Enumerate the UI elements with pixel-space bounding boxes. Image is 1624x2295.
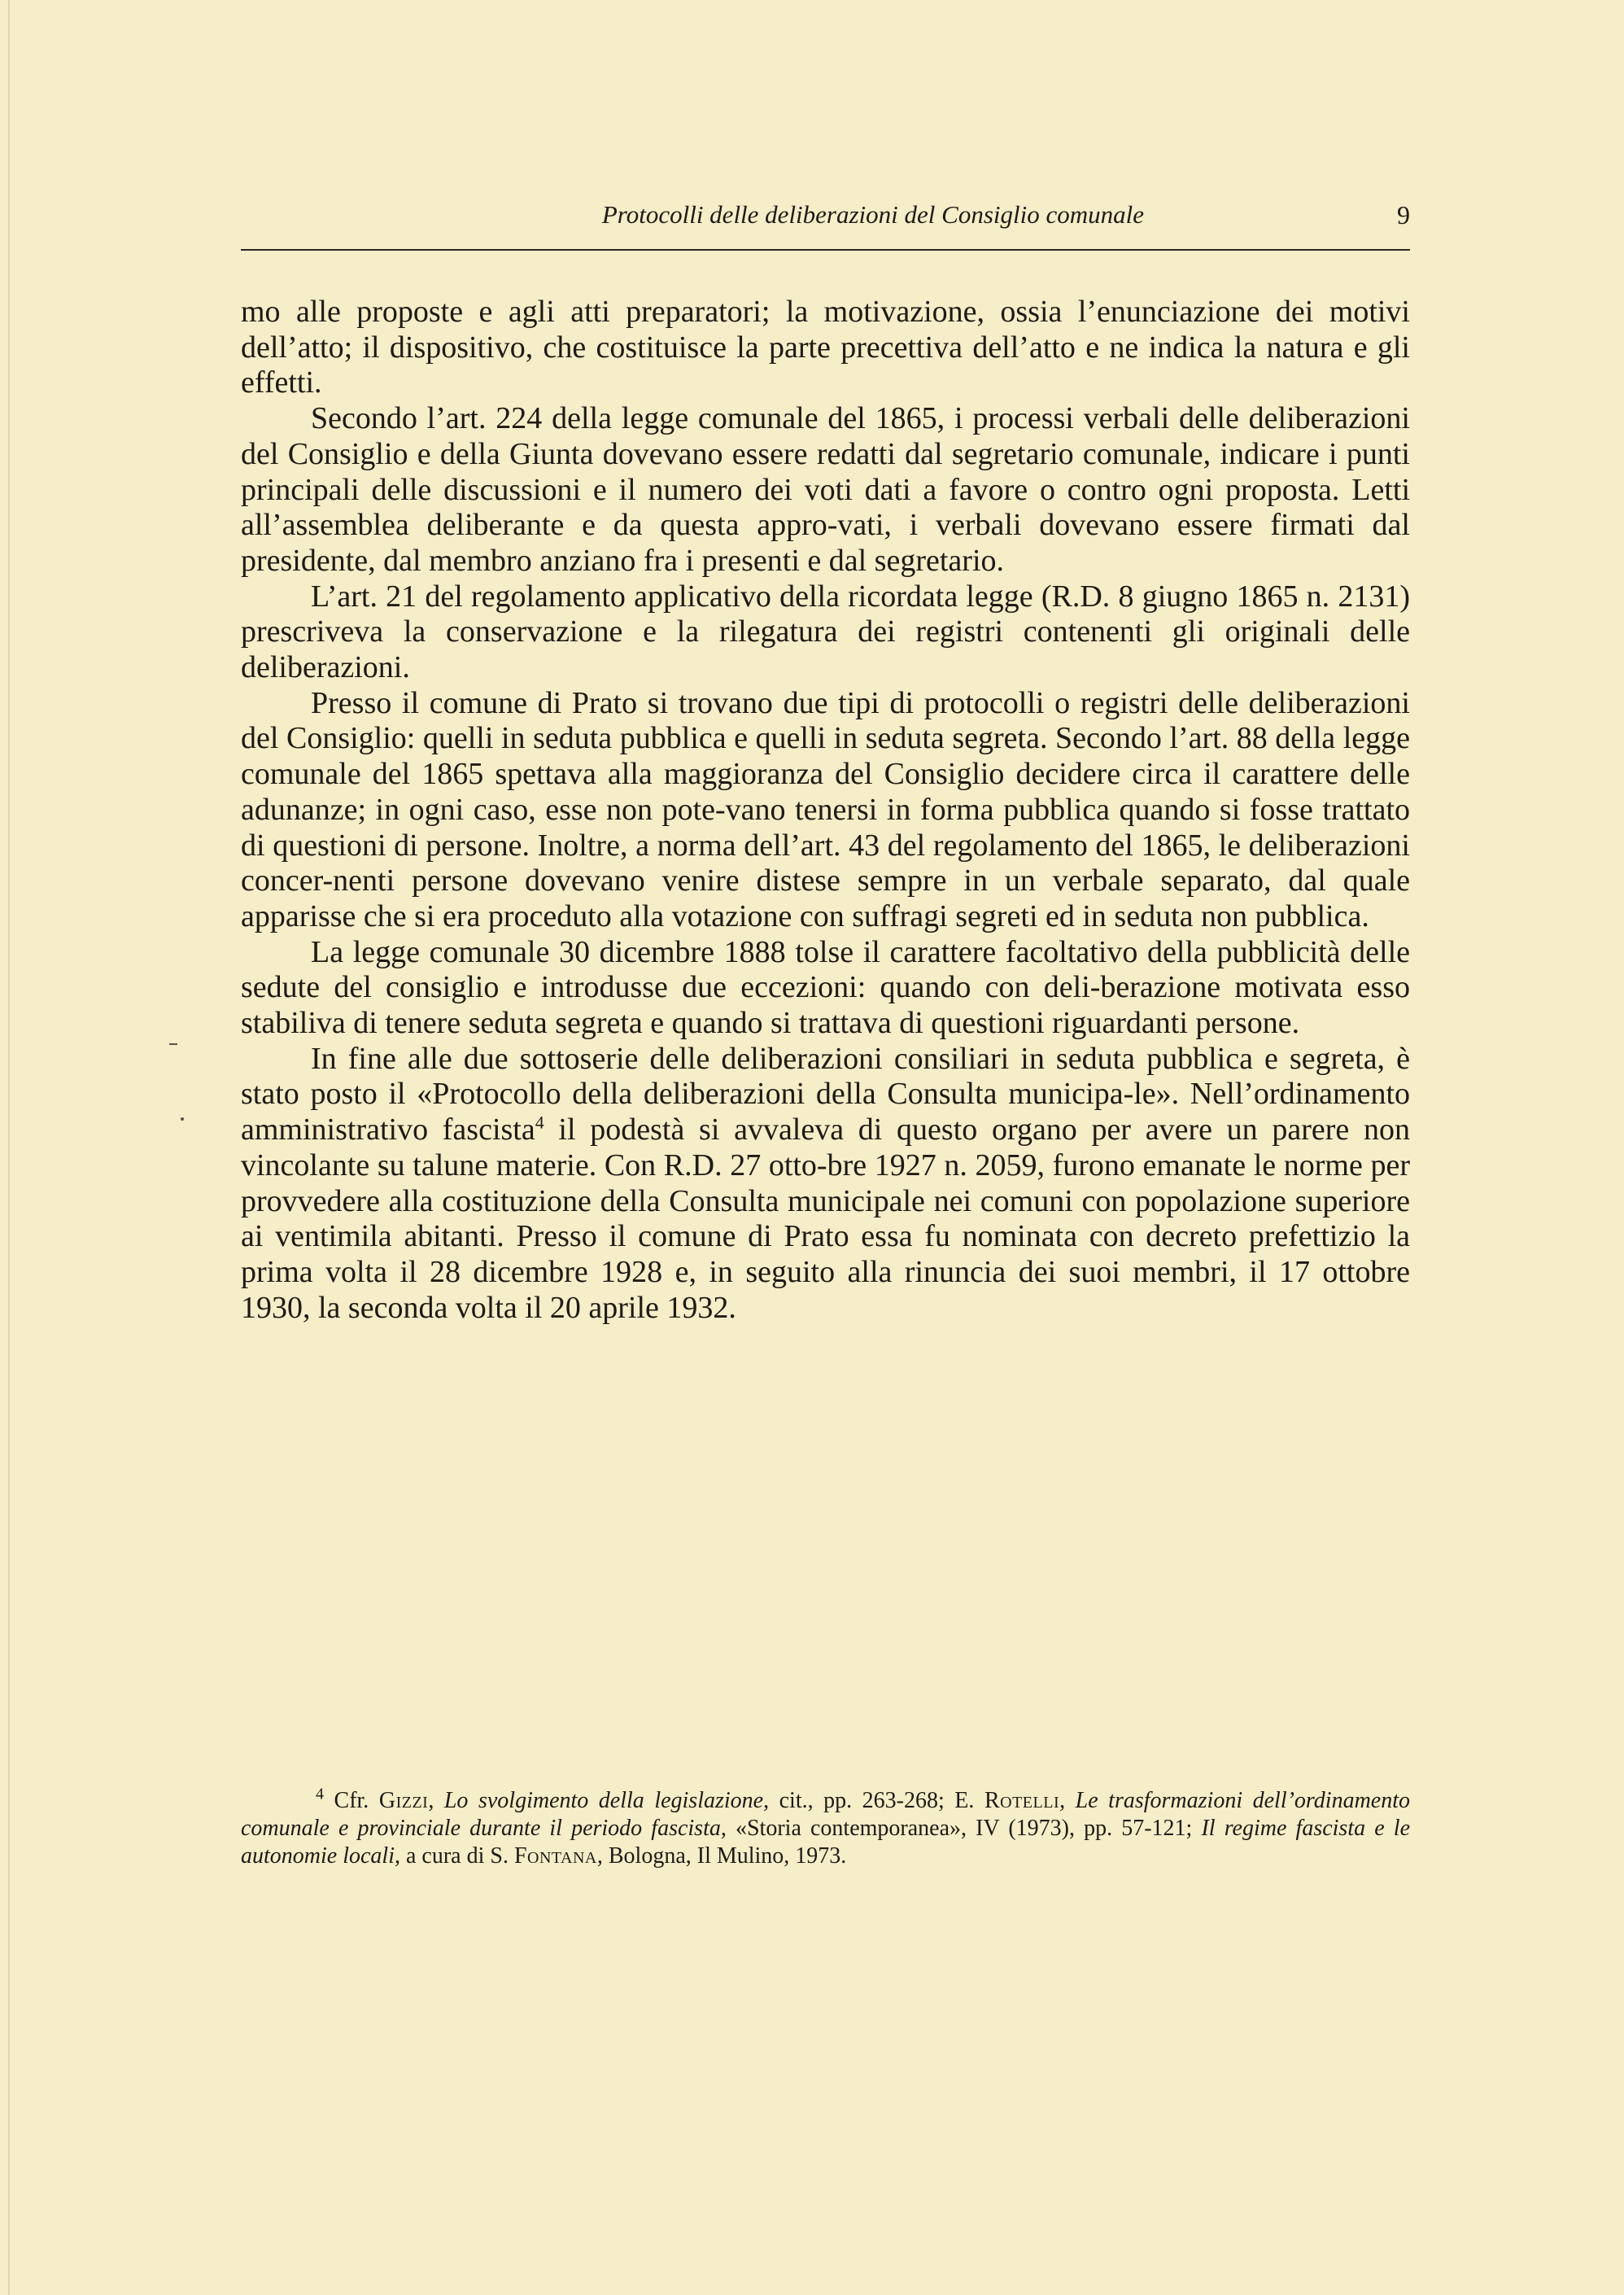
paragraph-text: In fine alle due sottoserie delle deliberazioni consiliari in seduta pubblica e segreta, è stato posto il «Protocollo della deliberazioni della Consulta municipa-le». Nell’ordinamento amministrativo fascista bbox=[241, 1041, 1410, 1148]
footnote-journal: , «Storia contemporanea», IV (1973), pp. 57-121; bbox=[720, 1816, 1193, 1841]
paragraph-text: il podestà si avvaleva di questo organo per avere un parere non vincolante su talune materie. Con R.D. 27 otto-bre 1927 n. 2059, furono emanate le norme per provvedere alla costituzione della Consulta municipale nei comuni con popolazione superiore ai ventimila abitanti. Presso il comune di Prato essa fu nominata con decreto prefettizio la prima volta il 28 dicembre 1928 e, in seguito alla rinuncia dei suoi membri, il 17 ottobre 1930, la seconda volta il 20 aprile 1932. bbox=[241, 1113, 1410, 1325]
footnote-editor: Fontana bbox=[513, 1843, 597, 1869]
paragraph: L’art. 21 del regolamento applicativo della ricordata legge (R.D. 8 giugno 1865 n. 2131) prescriveva la conservazione e la rilegatura dei registri contenenti gli originali delle deliberazioni. bbox=[241, 579, 1410, 685]
footnote-title: Le trasformazioni dell’ordinamento comunale e provinciale durante il periodo fascista bbox=[241, 1788, 1410, 1841]
footnote-title: Il regime fascista e le autonomie locali bbox=[241, 1816, 1410, 1869]
footnote-title: Lo svolgimento della legislazione bbox=[443, 1788, 764, 1813]
footnote-mark: 4 bbox=[316, 1785, 324, 1803]
margin-dot bbox=[181, 1117, 184, 1121]
paragraph bbox=[241, 1042, 1410, 1327]
footnote-editor-prefix: , a cura di S. bbox=[394, 1843, 509, 1869]
footnote-cfr: Cfr. bbox=[334, 1788, 369, 1813]
footnote-pages: , cit., pp. 263-268; E. bbox=[763, 1788, 975, 1813]
running-head bbox=[241, 199, 1410, 251]
paragraph: Secondo l’art. 224 della legge comunale del 1865, i processi verbali delle deliberazioni del Consiglio e della Giunta dovevano essere redatti dal segretario comunale, indicare i punti principali delle discussioni e il numero dei voti dati a favore o contro ogni proposta. Letti all’assemblea deliberante e da questa appro-vati, i verbali dovevano essere firmati dal presidente, dal membro anziano fra i presenti e dal segretario. bbox=[241, 401, 1410, 578]
footnote-publication: , Bologna, Il Mulino, 1973. bbox=[596, 1843, 847, 1869]
footnote-author: Rotelli bbox=[984, 1788, 1060, 1813]
paragraph: La legge comunale 30 dicembre 1888 tolse il carattere facoltativo della pubblicità delle sedute del consiglio e introdusse due eccezioni: quando con deli-berazione motivata esso stabiliva di tenere seduta segreta e quando si trattava di questioni riguardanti persone. bbox=[241, 934, 1410, 1041]
paragraph: Presso il comune di Prato si trovano due tipi di protocolli o registri delle deliberazioni del Consiglio: quelli in seduta pubblica e quelli in seduta segreta. Secondo l’art. 88 della legge comunale del 1865 spettava alla maggioranza del Consiglio decidere circa il carattere delle adunanze; in ogni caso, esse non pote-vano tenersi in forma pubblica quando si fosse trattato di questioni di persone. Inoltre, a norma dell’art. 43 del regolamento del 1865, le deliberazioni concer-nenti persone dovevano venire distese sempre in un verbale separato, dal quale apparisse che si era proceduto alla votazione con suffragi segreti ed in seduta non pubblica. bbox=[241, 685, 1410, 933]
footnote-author: Gizzi bbox=[378, 1788, 429, 1813]
gutter-line bbox=[8, 0, 10, 2295]
footnote: $^4$ Cfr. Gizzi, Lo svolgimento della legislazione, cit., pp. 263-268; E. Rotelli, Le trasformazioni dell’ordinamento comunale e provinciale durante il periodo fascista, «Storia contemporanea», IV (1973), pp. 57-121; Il regime fascista e le autonomie locali, a cura di S. Fontana, Bologna, Il Mulino, 1973. bbox=[241, 1785, 1410, 1869]
margin-mark bbox=[169, 1043, 177, 1045]
paragraph: mo alle proposte e agli atti preparatori; la motivazione, ossia l’enunciazione dei motivi dell’atto; il dispositivo, che costituisce la parte precettiva dell’atto e ne indica la natura e gli effetti. bbox=[241, 295, 1410, 400]
running-title: Protocolli delle deliberazioni del Consiglio comunale bbox=[601, 200, 1144, 229]
body-text bbox=[241, 295, 1410, 1326]
footnote-reference[interactable]: 4 bbox=[535, 1112, 544, 1133]
page-number: 9 bbox=[1397, 200, 1410, 230]
